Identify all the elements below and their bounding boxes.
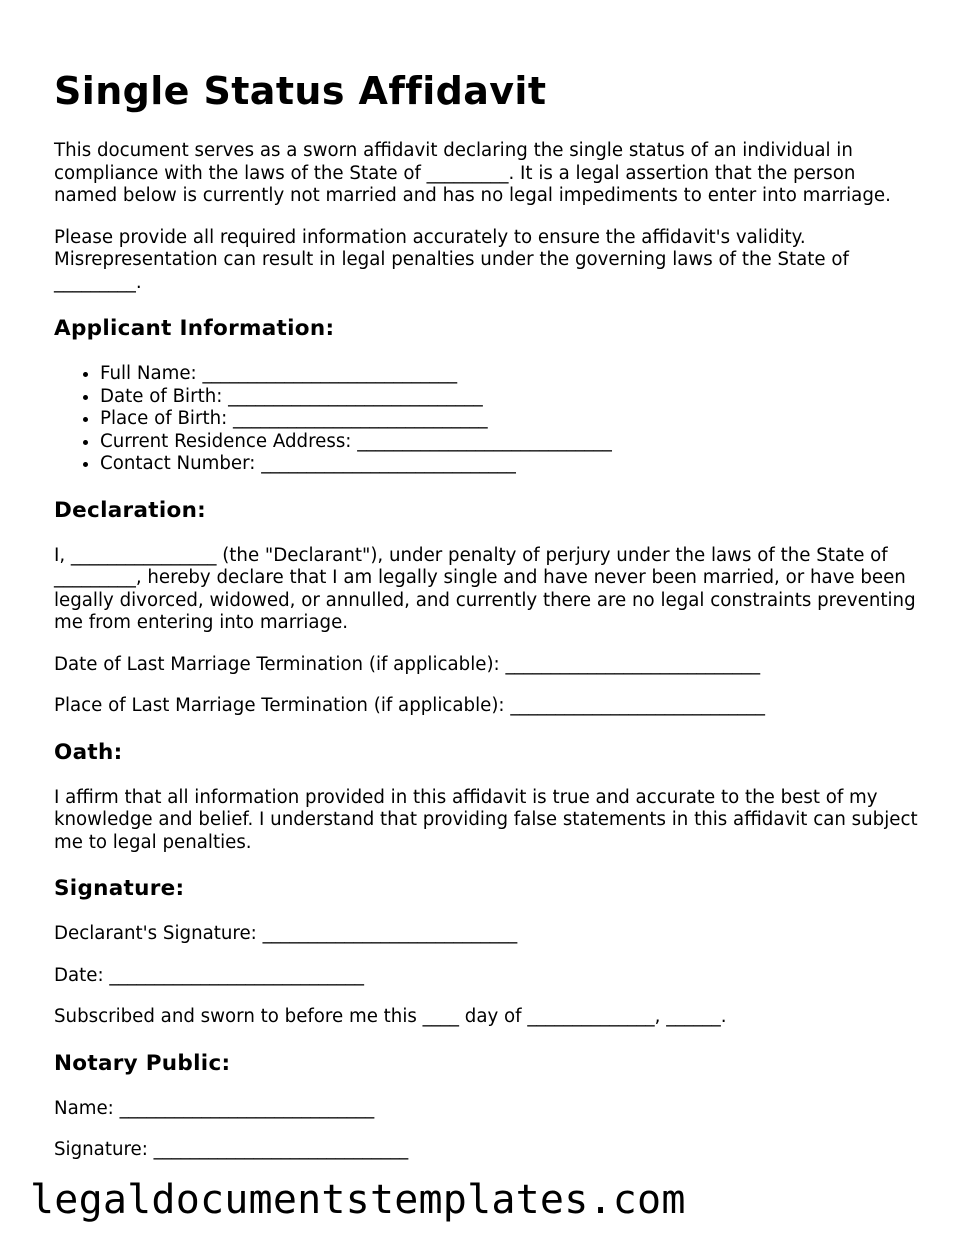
signature-heading: Signature: <box>54 876 185 901</box>
document-page <box>54 66 924 1181</box>
last-marriage-place-line: Place of Last Marriage Termination (if applicable): ____________________________ <box>54 695 765 716</box>
applicant-place-of-birth: • Place of Birth: ____________________________ <box>100 408 924 431</box>
declarant-signature-line: Declarant's Signature: ____________________________ <box>54 923 518 944</box>
sworn-line: Subscribed and sworn to before me this ____ day of ______________, ______. <box>54 1006 727 1027</box>
oath-text: I affirm that all information provided in this affidavit is true and accurate to the best of my knowledge and belief. I understand that providing false statements in this affidavit can subject me to legal penalties. <box>54 786 918 853</box>
applicant-residence-address: • Current Residence Address: ____________________________ <box>100 431 924 454</box>
applicant-full-name: • Full Name: ____________________________ <box>100 363 924 386</box>
signature-date-line: Date: ____________________________ <box>54 964 365 986</box>
notary-name-line: Name: ____________________________ <box>54 1097 375 1119</box>
last-marriage-date-line: Date of Last Marriage Termination (if applicable): ____________________________ <box>54 653 761 675</box>
applicant-date-of-birth: • Date of Birth: ____________________________ <box>100 386 924 409</box>
oath-heading: Oath: <box>54 739 123 765</box>
notary-heading: Notary Public: <box>54 1050 231 1076</box>
intro-paragraph-2: Please provide all required information accurately to ensure the affidavit's validity. Misrepresentation can result in legal penalties under the governing laws of the State of _________. <box>54 226 849 293</box>
declaration-heading: Declaration: <box>54 497 207 523</box>
watermark: legaldocumentstemplates.com <box>30 1177 686 1223</box>
document-title: Single Status Affidavit <box>54 69 547 113</box>
intro-paragraph-1: This document serves as a sworn affidavit declaring the single status of an individual in compliance with the laws of the State of _________. It is a legal assertion that the person named below is currently not married and has no legal impediments to enter into marriage. <box>54 140 891 206</box>
declaration-text: I, ________________ (the "Declarant"), under penalty of perjury under the laws of the State of _________, hereby declare that I am legally single and have never been married, or have been legally divorced, widowed, or annulled, and currently there are no legal constraints preventing me from entering into marriage. <box>54 544 916 633</box>
applicant-contact-number: • Contact Number: ____________________________ <box>100 453 924 476</box>
notary-signature-line: Signature: ____________________________ <box>54 1139 409 1160</box>
applicant-heading: Applicant Information: <box>54 316 335 341</box>
applicant-list <box>54 363 924 476</box>
